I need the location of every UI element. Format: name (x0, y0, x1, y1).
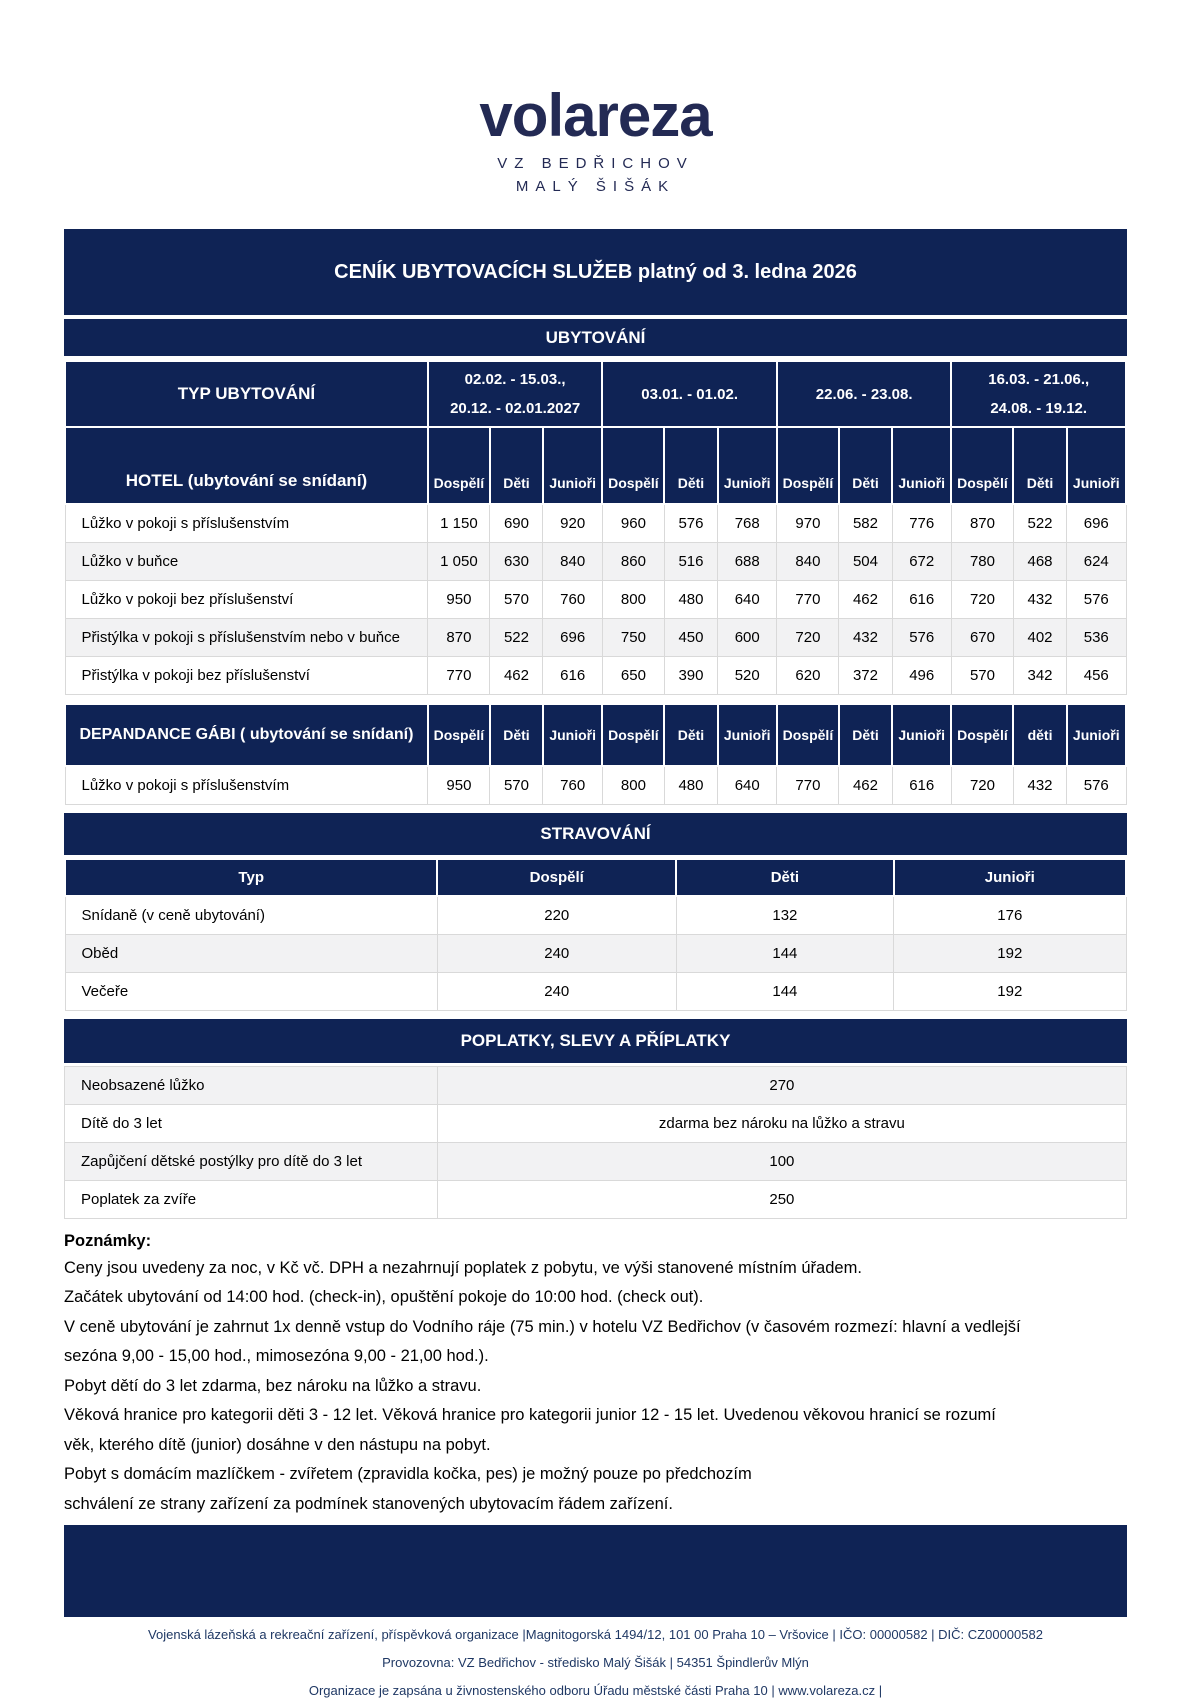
age-category-header: Děti (490, 427, 543, 504)
price-cell: 690 (490, 504, 543, 543)
price-cell: 144 (676, 935, 894, 973)
price-cell: 800 (602, 581, 664, 619)
row-label: Přistýlka v pokoji bez příslušenství (65, 657, 428, 695)
price-cell: 860 (602, 543, 664, 581)
price-cell: 390 (664, 657, 717, 695)
accommodation-table (64, 360, 1127, 695)
season-dates (779, 371, 950, 417)
accommodation-type-header: TYP UBYTOVÁNÍ (65, 361, 428, 427)
row-label: Přistýlka v pokoji s příslušenstvím nebo v buňce (65, 619, 428, 657)
price-cell: 620 (777, 657, 839, 695)
season-date-line: 03.01. - 01.02. (641, 385, 739, 403)
note-line: Ceny jsou uvedeny za noc, v Kč vč. DPH a nezahrnují poplatek z pobytu, ve výši stanovené místním úřadem. (64, 1258, 862, 1277)
footer-line: Organizace je zapsána u živnostenského odboru Úřadu městské části Praha 10 | www.volareza.cz | (308, 1683, 883, 1698)
price-cell: 480 (664, 581, 717, 619)
note-line: schválení ze strany zařízení za podmínek stanovených ubytovacím řádem zařízení. (64, 1494, 673, 1513)
row-label: Oběd (65, 935, 437, 973)
price-cell: 176 (894, 896, 1126, 935)
age-category-header: Dospělí (777, 427, 839, 504)
price-cell: 516 (664, 543, 717, 581)
depandance-price-rows (65, 766, 1126, 805)
season-date-line: 24.08. - 19.12. (990, 400, 1088, 417)
price-cell: 670 (951, 619, 1013, 657)
fee-value: 250 (437, 1181, 1126, 1219)
meals-juniors-col-header: Junioři (894, 859, 1126, 896)
note-line: sezóna 9,00 - 15,00 hod., mimosezóna 9,00 - 21,00 hod.). (64, 1347, 489, 1365)
price-cell: 960 (602, 504, 664, 543)
price-cell: 640 (718, 581, 777, 619)
price-cell: 630 (490, 543, 543, 581)
row-label: Lůžko v pokoji s příslušenstvím (65, 504, 428, 543)
price-cell: 768 (718, 504, 777, 543)
age-category-header: Dospělí (951, 427, 1013, 504)
price-cell: 372 (839, 657, 892, 695)
price-cell: 570 (490, 766, 543, 805)
hotel-header-row (65, 427, 1126, 504)
age-category-header: Junioři (1067, 704, 1126, 766)
price-cell: 696 (543, 619, 602, 657)
price-cell: 840 (777, 543, 839, 581)
season-header-cell (777, 361, 952, 427)
notes-section (64, 1233, 1127, 1512)
price-cell: 720 (777, 619, 839, 657)
age-category-header: Junioři (718, 704, 777, 766)
price-cell: 192 (894, 973, 1126, 1011)
depandance-section-header: DEPANDANCE GÁBI ( ubytování se snídaní) (65, 704, 428, 766)
price-cell: 1 150 (428, 504, 490, 543)
section-title-meals: STRAVOVÁNÍ (64, 813, 1127, 855)
price-cell: 522 (490, 619, 543, 657)
price-cell: 776 (892, 504, 951, 543)
table-row (65, 619, 1126, 657)
price-cell: 570 (490, 581, 543, 619)
fee-label: Dítě do 3 let (65, 1105, 438, 1143)
fees-table (64, 1066, 1127, 1219)
price-cell: 582 (839, 504, 892, 543)
age-category-header: Dospělí (602, 704, 664, 766)
age-category-header: Junioři (892, 704, 951, 766)
section-title-fees: POPLATKY, SLEVY A PŘÍPLATKY (64, 1019, 1127, 1063)
price-cell: 616 (892, 766, 951, 805)
price-cell: 616 (892, 581, 951, 619)
price-cell: 462 (839, 766, 892, 805)
price-cell: 720 (951, 766, 1013, 805)
price-cell: 1 050 (428, 543, 490, 581)
age-category-header: Dospělí (777, 704, 839, 766)
price-cell: 720 (951, 581, 1013, 619)
price-cell: 536 (1067, 619, 1126, 657)
price-cell: 650 (602, 657, 664, 695)
season-date-line: 02.02. - 15.03., (464, 371, 566, 388)
footer-line: Vojenská lázeňská a rekreační zařízení, příspěvková organizace |Magnitogorská 1494/12, 101 00 Praha 10 – Vršovice | IČO: 00000582 | DIČ: CZ00000582 (148, 1627, 1043, 1642)
price-cell: 750 (602, 619, 664, 657)
price-cell: 462 (839, 581, 892, 619)
table-row (65, 581, 1126, 619)
logo-brand-text: volareza (479, 82, 712, 149)
price-cell: 780 (951, 543, 1013, 581)
footer (64, 1627, 1127, 1698)
footer-line: Provozovna: VZ Bedřichov - středisko Malý Šišák | 54351 Špindlerův Mlýn (382, 1655, 809, 1670)
meals-header-row (65, 859, 1126, 896)
note-line: Pobyt s domácím mazlíčkem - zvířetem (zpravidla kočka, pes) je možný pouze po předchozím (64, 1465, 752, 1483)
age-category-header: Junioři (718, 427, 777, 504)
price-cell: 496 (892, 657, 951, 695)
price-cell: 480 (664, 766, 717, 805)
price-cell: 800 (602, 766, 664, 805)
price-cell: 840 (543, 543, 602, 581)
price-cell: 770 (777, 766, 839, 805)
price-cell: 770 (428, 657, 490, 695)
price-cell: 576 (892, 619, 951, 657)
logo (64, 82, 1127, 195)
price-cell: 570 (951, 657, 1013, 695)
age-category-header: Dospělí (602, 427, 664, 504)
price-cell: 950 (428, 766, 490, 805)
meals-type-col-header: Typ (65, 859, 437, 896)
row-label: Lůžko v pokoji bez příslušenství (65, 581, 428, 619)
price-cell: 432 (1013, 581, 1066, 619)
row-label: Snídaně (v ceně ubytování) (65, 896, 437, 935)
age-category-header: Dospělí (951, 704, 1013, 766)
price-cell: 920 (543, 504, 602, 543)
price-cell: 220 (437, 896, 676, 935)
page-title: CENÍK UBYTOVACÍCH SLUŽEB platný od 3. ledna 2026 (64, 229, 1127, 315)
price-cell: 870 (428, 619, 490, 657)
fee-label: Zapůjčení dětské postýlky pro dítě do 3 let (65, 1143, 438, 1181)
season-date-line: 16.03. - 21.06., (988, 371, 1090, 388)
age-category-header: Děti (839, 704, 892, 766)
meals-children-col-header: Děti (676, 859, 894, 896)
row-label: Večeře (65, 973, 437, 1011)
table-row (65, 543, 1126, 581)
price-cell: 522 (1013, 504, 1066, 543)
fee-label: Poplatek za zvíře (65, 1181, 438, 1219)
fee-value: zdarma bez nároku na lůžko a stravu (437, 1105, 1126, 1143)
meals-table (64, 858, 1127, 1011)
age-category-header: Děti (1013, 427, 1066, 504)
age-category-header: Děti (664, 704, 717, 766)
price-cell: 144 (676, 973, 894, 1011)
season-date-line: 22.06. - 23.08. (815, 385, 913, 403)
price-cell: 616 (543, 657, 602, 695)
hotel-section-header: HOTEL (ubytování se snídaní) (65, 427, 428, 504)
price-cell: 760 (543, 581, 602, 619)
price-cell: 576 (664, 504, 717, 543)
price-cell: 520 (718, 657, 777, 695)
row-label: Lůžko v pokoji s příslušenstvím (65, 766, 428, 805)
price-cell: 432 (1013, 766, 1066, 805)
price-cell: 240 (437, 935, 676, 973)
price-cell: 672 (892, 543, 951, 581)
price-cell: 688 (718, 543, 777, 581)
section-title-accommodation: UBYTOVÁNÍ (64, 319, 1127, 356)
season-header-row (65, 361, 1126, 427)
season-dates (953, 371, 1124, 417)
price-cell: 402 (1013, 619, 1066, 657)
table-row (65, 1143, 1127, 1181)
price-cell: 432 (839, 619, 892, 657)
fee-value: 270 (437, 1067, 1126, 1105)
price-cell: 342 (1013, 657, 1066, 695)
table-row (65, 896, 1126, 935)
table-row (65, 1067, 1127, 1105)
price-cell: 456 (1067, 657, 1126, 695)
depandance-table (64, 703, 1127, 805)
price-cell: 640 (718, 766, 777, 805)
depandance-header-row (65, 704, 1126, 766)
logo-subtitle-facility: VZ BEDŘICHOV (497, 155, 694, 172)
age-category-header: děti (1013, 704, 1066, 766)
price-cell: 950 (428, 581, 490, 619)
note-line: V ceně ubytování je zahrnut 1x denně vstup do Vodního ráje (75 min.) v hotelu VZ Bedřichov (v časovém rozmezí: hlavní a vedlejší (64, 1317, 1021, 1336)
note-line: Pobyt dětí do 3 let zdarma, bez nároku na lůžko a stravu. (64, 1376, 482, 1395)
logo-subtitle-site: MALÝ ŠIŠÁK (515, 178, 676, 195)
price-cell: 450 (664, 619, 717, 657)
hotel-price-rows (65, 504, 1126, 695)
notes-heading: Poznámky: (64, 1232, 152, 1250)
price-cell: 504 (839, 543, 892, 581)
note-line: Věková hranice pro kategorii děti 3 - 12 let. Věková hranice pro kategorii junior 12 - 15 let. Uvedenou věkovou hranicí se rozumí (64, 1406, 996, 1424)
price-cell: 696 (1067, 504, 1126, 543)
price-cell: 462 (490, 657, 543, 695)
note-line: věk, kterého dítě (junior) dosáhne v den nástupu na pobyt. (64, 1435, 491, 1454)
age-category-header: Děti (839, 427, 892, 504)
table-row (65, 973, 1126, 1011)
price-cell: 770 (777, 581, 839, 619)
season-dates (604, 371, 775, 417)
row-label: Lůžko v buňce (65, 543, 428, 581)
age-category-header: Junioři (892, 427, 951, 504)
meals-price-rows (65, 896, 1126, 1011)
price-cell: 468 (1013, 543, 1066, 581)
note-line: Začátek ubytování od 14:00 hod. (check-in), opuštění pokoje do 10:00 hod. (check out). (64, 1288, 704, 1306)
price-cell: 600 (718, 619, 777, 657)
table-row (65, 1105, 1127, 1143)
age-category-header: Dospělí (428, 704, 490, 766)
age-category-header: Děti (664, 427, 717, 504)
price-cell: 760 (543, 766, 602, 805)
price-cell: 192 (894, 935, 1126, 973)
price-cell: 624 (1067, 543, 1126, 581)
age-category-header: Dospělí (428, 427, 490, 504)
table-row (65, 766, 1126, 805)
price-cell: 970 (777, 504, 839, 543)
season-dates (430, 371, 601, 417)
fees-rows (65, 1067, 1127, 1219)
table-row (65, 504, 1126, 543)
table-row (65, 657, 1126, 695)
price-cell: 576 (1067, 766, 1126, 805)
fee-label: Neobsazené lůžko (65, 1067, 438, 1105)
table-row (65, 1181, 1127, 1219)
age-category-header: Děti (490, 704, 543, 766)
season-header-cell (602, 361, 777, 427)
age-category-header: Junioři (543, 427, 602, 504)
season-date-line: 20.12. - 02.01.2027 (450, 400, 581, 417)
notes-lines (64, 1260, 1127, 1513)
price-cell: 576 (1067, 581, 1126, 619)
season-header-cell (951, 361, 1126, 427)
bottom-navy-band (64, 1525, 1127, 1617)
price-cell: 132 (676, 896, 894, 935)
fee-value: 100 (437, 1143, 1126, 1181)
table-row (65, 935, 1126, 973)
price-cell: 870 (951, 504, 1013, 543)
age-category-header: Junioři (1067, 427, 1126, 504)
price-cell: 240 (437, 973, 676, 1011)
age-category-header: Junioři (543, 704, 602, 766)
meals-adults-col-header: Dospělí (437, 859, 676, 896)
season-header-cell (428, 361, 603, 427)
